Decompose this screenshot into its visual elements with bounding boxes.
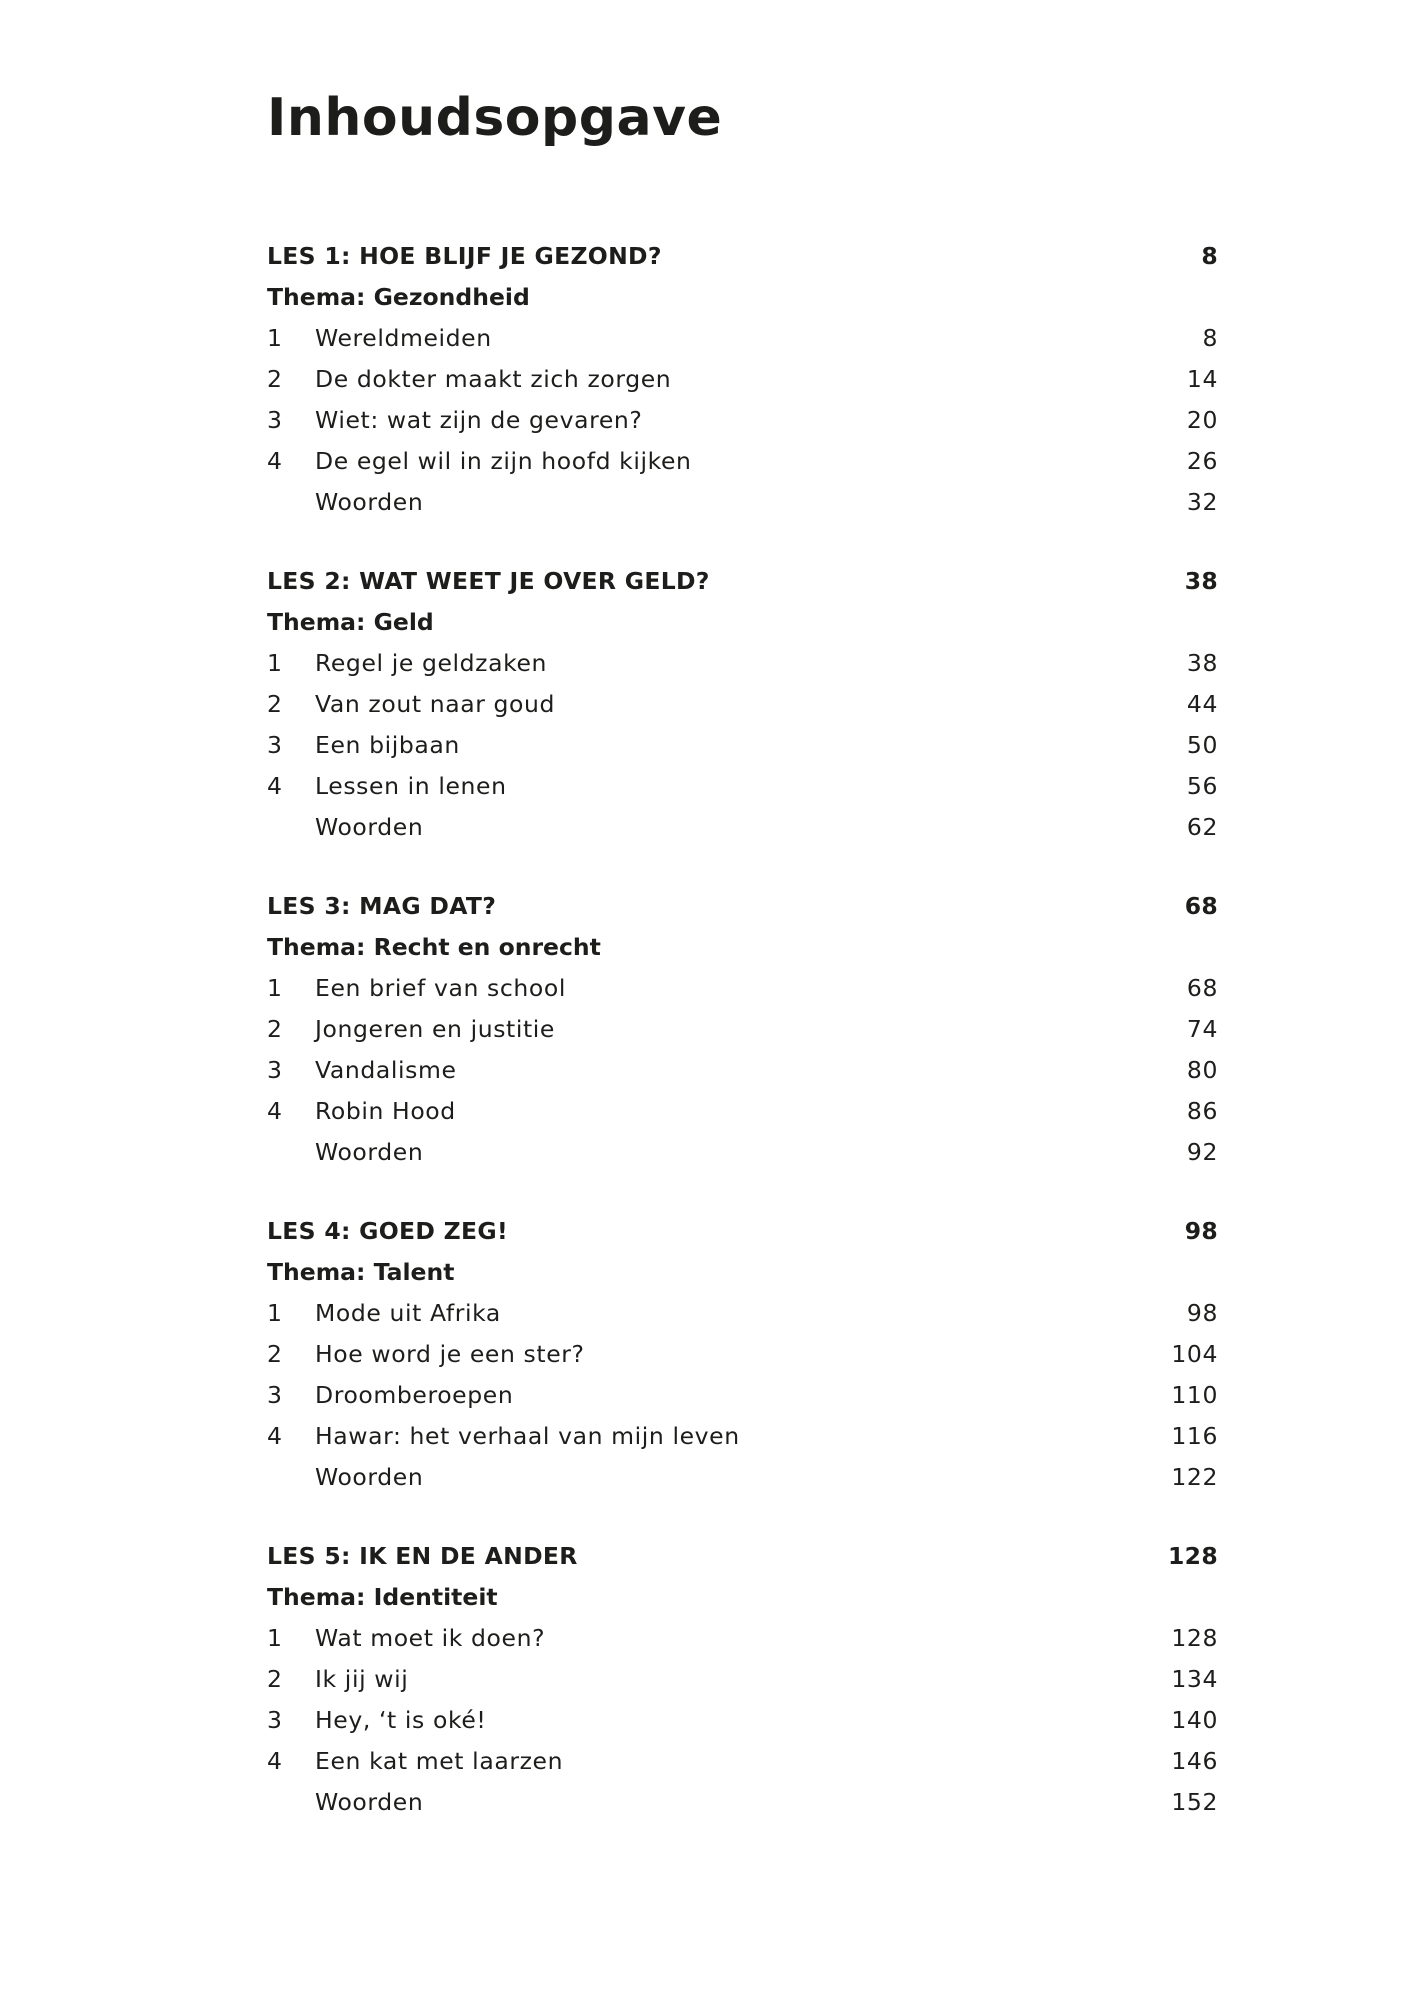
toc-entry[interactable] xyxy=(267,1334,1218,1375)
toc-entry[interactable] xyxy=(267,1009,1218,1050)
entry-page: 62 xyxy=(1186,813,1218,841)
entry-number: 2 xyxy=(267,1665,283,1693)
toc-entry[interactable] xyxy=(267,1293,1218,1334)
entry-page: 104 xyxy=(1171,1340,1218,1368)
entry-label: Mode uit Afrika xyxy=(315,1299,501,1327)
entry-label: Woorden xyxy=(315,1138,424,1166)
lesson-theme xyxy=(267,277,1218,318)
entry-page: 122 xyxy=(1171,1463,1218,1491)
entry-page: 26 xyxy=(1186,447,1218,475)
entry-page: 146 xyxy=(1171,1747,1218,1775)
entry-number: 4 xyxy=(267,447,283,475)
lesson-heading[interactable] xyxy=(267,236,1218,277)
entry-label: Wat moet ik doen? xyxy=(315,1624,546,1652)
toc-entry[interactable] xyxy=(267,1375,1218,1416)
entry-number: 1 xyxy=(267,1299,283,1327)
entry-number: 3 xyxy=(267,1706,283,1734)
entry-page: 98 xyxy=(1186,1299,1218,1327)
entry-number: 4 xyxy=(267,1097,283,1125)
lesson-heading[interactable] xyxy=(267,886,1218,927)
entry-label: Wereldmeiden xyxy=(315,324,492,352)
entry-page: 110 xyxy=(1171,1381,1218,1409)
entry-number: 1 xyxy=(267,974,283,1002)
entry-number: 2 xyxy=(267,365,283,393)
lesson-heading-page: 98 xyxy=(1184,1217,1218,1245)
toc-entry[interactable] xyxy=(267,400,1218,441)
lesson-heading-label: LES 2: WAT WEET JE OVER GELD? xyxy=(267,567,710,595)
entry-page: 32 xyxy=(1186,488,1218,516)
toc-entry[interactable] xyxy=(267,1659,1218,1700)
toc-entry[interactable] xyxy=(267,359,1218,400)
toc-entry[interactable] xyxy=(267,1050,1218,1091)
entry-page: 140 xyxy=(1171,1706,1218,1734)
entry-number: 3 xyxy=(267,731,283,759)
entry-label: Wiet: wat zijn de gevaren? xyxy=(315,406,643,434)
lesson-heading[interactable] xyxy=(267,1211,1218,1252)
entry-label: Vandalisme xyxy=(315,1056,457,1084)
entry-label: Een brief van school xyxy=(315,974,566,1002)
toc-entry[interactable] xyxy=(267,318,1218,359)
entry-page: 92 xyxy=(1186,1138,1218,1166)
entry-label: Een kat met laarzen xyxy=(315,1747,564,1775)
lesson-theme xyxy=(267,927,1218,968)
theme-label: Thema: Gezondheid xyxy=(267,283,530,311)
entry-page: 56 xyxy=(1186,772,1218,800)
entry-number: 4 xyxy=(267,772,283,800)
theme-label: Thema: Identiteit xyxy=(267,1583,498,1611)
lesson-heading-page: 128 xyxy=(1168,1542,1218,1570)
toc-entry[interactable] xyxy=(267,766,1218,807)
entry-number: 1 xyxy=(267,649,283,677)
entry-number: 1 xyxy=(267,324,283,352)
entry-number: 1 xyxy=(267,1624,283,1652)
lesson-heading[interactable] xyxy=(267,1536,1218,1577)
entry-page: 86 xyxy=(1186,1097,1218,1125)
entry-label: Een bijbaan xyxy=(315,731,460,759)
entry-label: Woorden xyxy=(315,813,424,841)
toc-entry[interactable] xyxy=(267,968,1218,1009)
entry-label: Woorden xyxy=(315,488,424,516)
entry-label: Hawar: het verhaal van mijn leven xyxy=(315,1422,740,1450)
toc-entry[interactable] xyxy=(267,1700,1218,1741)
toc-entry[interactable] xyxy=(267,725,1218,766)
toc-entry[interactable] xyxy=(267,482,1218,523)
lesson-theme xyxy=(267,1577,1218,1618)
lesson-section-5 xyxy=(267,1536,1218,1823)
lesson-section-4 xyxy=(267,1211,1218,1498)
lesson-heading-page: 8 xyxy=(1201,242,1218,270)
toc-entry[interactable] xyxy=(267,1618,1218,1659)
entry-number: 2 xyxy=(267,690,283,718)
entry-label: Droomberoepen xyxy=(315,1381,514,1409)
entry-page: 116 xyxy=(1171,1422,1218,1450)
toc-entry[interactable] xyxy=(267,1741,1218,1782)
entry-page: 20 xyxy=(1186,406,1218,434)
entry-page: 128 xyxy=(1171,1624,1218,1652)
entry-number: 3 xyxy=(267,1381,283,1409)
lesson-section-1 xyxy=(267,236,1218,523)
lesson-heading-page: 68 xyxy=(1184,892,1218,920)
entry-page: 68 xyxy=(1186,974,1218,1002)
toc-entry[interactable] xyxy=(267,1091,1218,1132)
entry-page: 152 xyxy=(1171,1788,1218,1816)
entry-number: 4 xyxy=(267,1747,283,1775)
entry-page: 14 xyxy=(1186,365,1218,393)
toc-entry[interactable] xyxy=(267,1782,1218,1823)
lesson-heading-label: LES 4: GOED ZEG! xyxy=(267,1217,508,1245)
entry-label: Van zout naar goud xyxy=(315,690,556,718)
page-title: Inhoudsopgave xyxy=(267,88,723,148)
entry-label: Jongeren en justitie xyxy=(315,1015,555,1043)
lesson-heading-label: LES 5: IK EN DE ANDER xyxy=(267,1542,578,1570)
entry-number: 3 xyxy=(267,406,283,434)
toc-entry[interactable] xyxy=(267,643,1218,684)
entry-page: 74 xyxy=(1186,1015,1218,1043)
toc-entry[interactable] xyxy=(267,1132,1218,1173)
entry-page: 38 xyxy=(1186,649,1218,677)
lesson-theme xyxy=(267,1252,1218,1293)
entry-number: 4 xyxy=(267,1422,283,1450)
entry-label: De dokter maakt zich zorgen xyxy=(315,365,672,393)
toc-entry[interactable] xyxy=(267,1416,1218,1457)
entry-number: 2 xyxy=(267,1340,283,1368)
entry-label: Woorden xyxy=(315,1788,424,1816)
entry-label: Woorden xyxy=(315,1463,424,1491)
toc-entry[interactable] xyxy=(267,684,1218,725)
entry-page: 44 xyxy=(1186,690,1218,718)
entry-label: Ik jij wij xyxy=(315,1665,409,1693)
toc-entry[interactable] xyxy=(267,807,1218,848)
entry-page: 134 xyxy=(1171,1665,1218,1693)
entry-number: 3 xyxy=(267,1056,283,1084)
theme-label: Thema: Talent xyxy=(267,1258,455,1286)
entry-label: Hoe word je een ster? xyxy=(315,1340,585,1368)
entry-page: 80 xyxy=(1186,1056,1218,1084)
lesson-heading-label: LES 3: MAG DAT? xyxy=(267,892,497,920)
entry-label: De egel wil in zijn hoofd kijken xyxy=(315,447,692,475)
toc-entry[interactable] xyxy=(267,1457,1218,1498)
lesson-section-2 xyxy=(267,561,1218,848)
lesson-theme xyxy=(267,602,1218,643)
entry-label: Robin Hood xyxy=(315,1097,456,1125)
lesson-heading[interactable] xyxy=(267,561,1218,602)
entry-label: Lessen in lenen xyxy=(315,772,507,800)
entry-label: Hey, ‘t is oké! xyxy=(315,1706,487,1734)
theme-label: Thema: Geld xyxy=(267,608,434,636)
theme-label: Thema: Recht en onrecht xyxy=(267,933,601,961)
lesson-section-3 xyxy=(267,886,1218,1173)
lesson-heading-page: 38 xyxy=(1184,567,1218,595)
entry-page: 8 xyxy=(1202,324,1218,352)
entry-label: Regel je geldzaken xyxy=(315,649,548,677)
entry-page: 50 xyxy=(1186,731,1218,759)
lesson-heading-label: LES 1: HOE BLIJF JE GEZOND? xyxy=(267,242,662,270)
entry-number: 2 xyxy=(267,1015,283,1043)
toc-entry[interactable] xyxy=(267,441,1218,482)
